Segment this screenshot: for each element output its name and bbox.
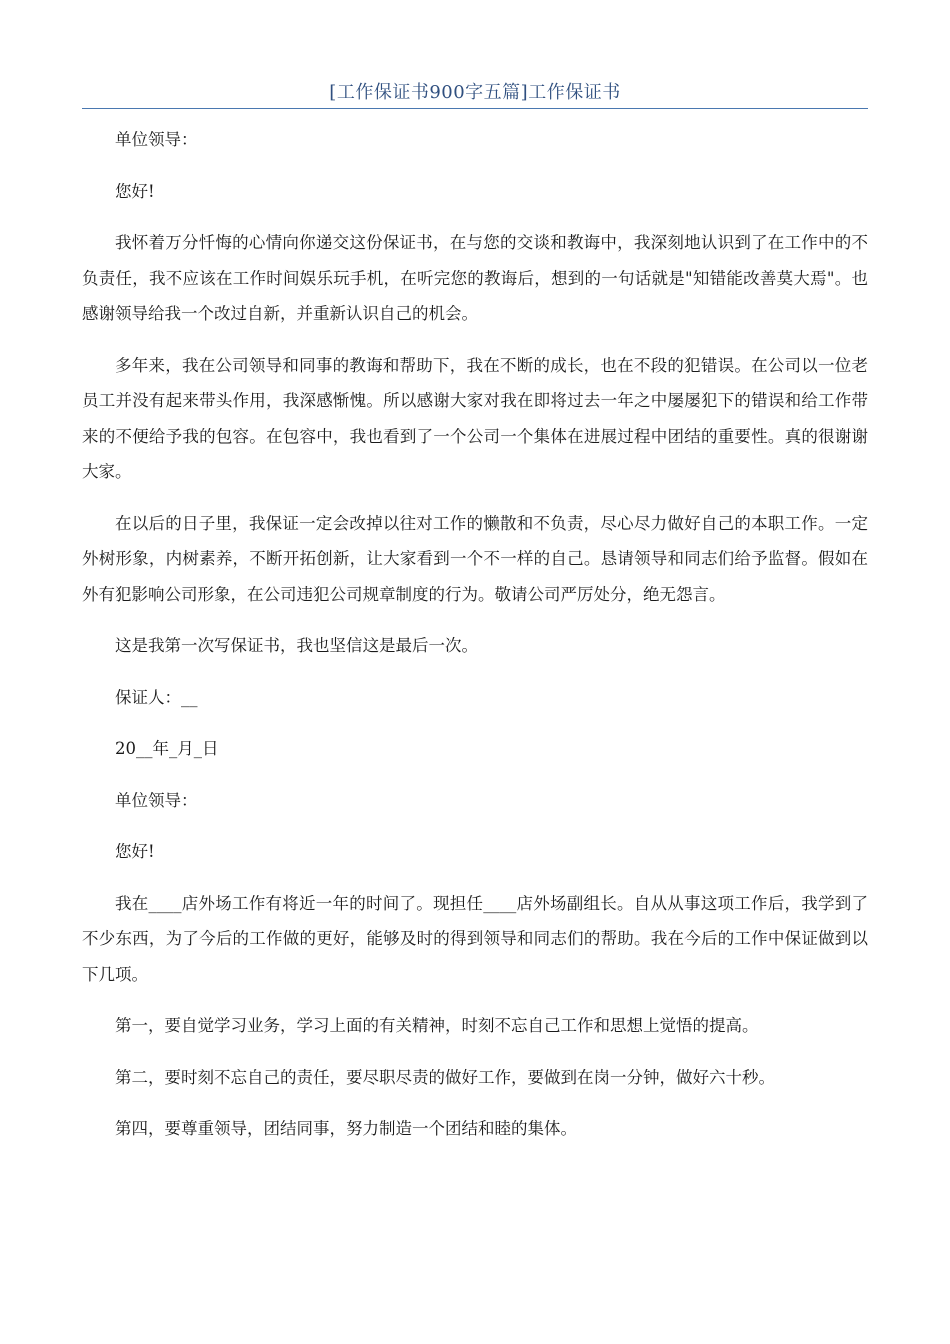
body-paragraph: 在以后的日子里，我保证一定会改掉以往对工作的懒散和不负责，尽心尽力做好自己的本职工作。一定外树形象，内树素养，不断开拓创新，让大家看到一个不一样的自己。恳请领导和同志们给予监督。假如在外有犯影响公司形象，在公司违犯公司规章制度的行为。敬请公司严厉处分，绝无怨言。 — [82, 513, 868, 604]
document-title: [工作保证书900字五篇]工作保证书 — [329, 82, 621, 103]
salutation: 单位领导： — [115, 130, 198, 149]
list-item: 第四，要尊重领导，团结同事，努力制造一个团结和睦的集体。 — [115, 1119, 577, 1138]
list-item: 第二，要时刻不忘自己的责任，要尽职尽责的做好工作，要做到在岗一分钟，做好六十秒。 — [115, 1067, 775, 1087]
salutation: 单位领导： — [115, 790, 198, 810]
body-paragraph: 我怀着万分忏悔的心情向你递交这份保证书，在与您的交谈和教诲中，我深刻地认识到了在工作中的不负责任，我不应该在工作时间娱乐玩手机，在听完您的教诲后，想到的一句话就是"知错能改善莫大焉"。也感谢领导给我一个改过自新，并重新认识自己的机会。 — [82, 233, 868, 323]
date-line: 20__年_月_日 — [115, 739, 219, 758]
list-item: 第一，要自觉学习业务，学习上面的有关精神，时刻不忘自己工作和思想上觉悟的提高。 — [115, 1016, 759, 1035]
body-paragraph: 我在____店外场工作有将近一年的时间了。现担任____店外场副组长。自从从事这项工作后，我学到了不少东西，为了今后的工作做的更好，能够及时的得到领导和同志们的帮助。我在今后的工作中保证做到以下几项。 — [82, 893, 868, 984]
body-paragraph: 多年来，我在公司领导和同事的教诲和帮助下，我在不断的成长，也在不段的犯错误。在公司以一位老员工并没有起来带头作用，我深感惭愧。所以感谢大家对我在即将过去一年之中屡屡犯下的错误和给工作带来的不便给予我的包容。在包容中，我也看到了一个公司一个集体在进展过程中团结的重要性。真的很谢谢大家。 — [82, 355, 868, 481]
body-paragraph: 这是我第一次写保证书，我也坚信这是最后一次。 — [115, 636, 478, 655]
page-header — [82, 80, 868, 109]
greeting: 您好! — [115, 842, 155, 861]
document-body — [82, 122, 868, 1163]
signature-line: 保证人：__ — [115, 687, 198, 707]
greeting: 您好! — [115, 181, 155, 201]
